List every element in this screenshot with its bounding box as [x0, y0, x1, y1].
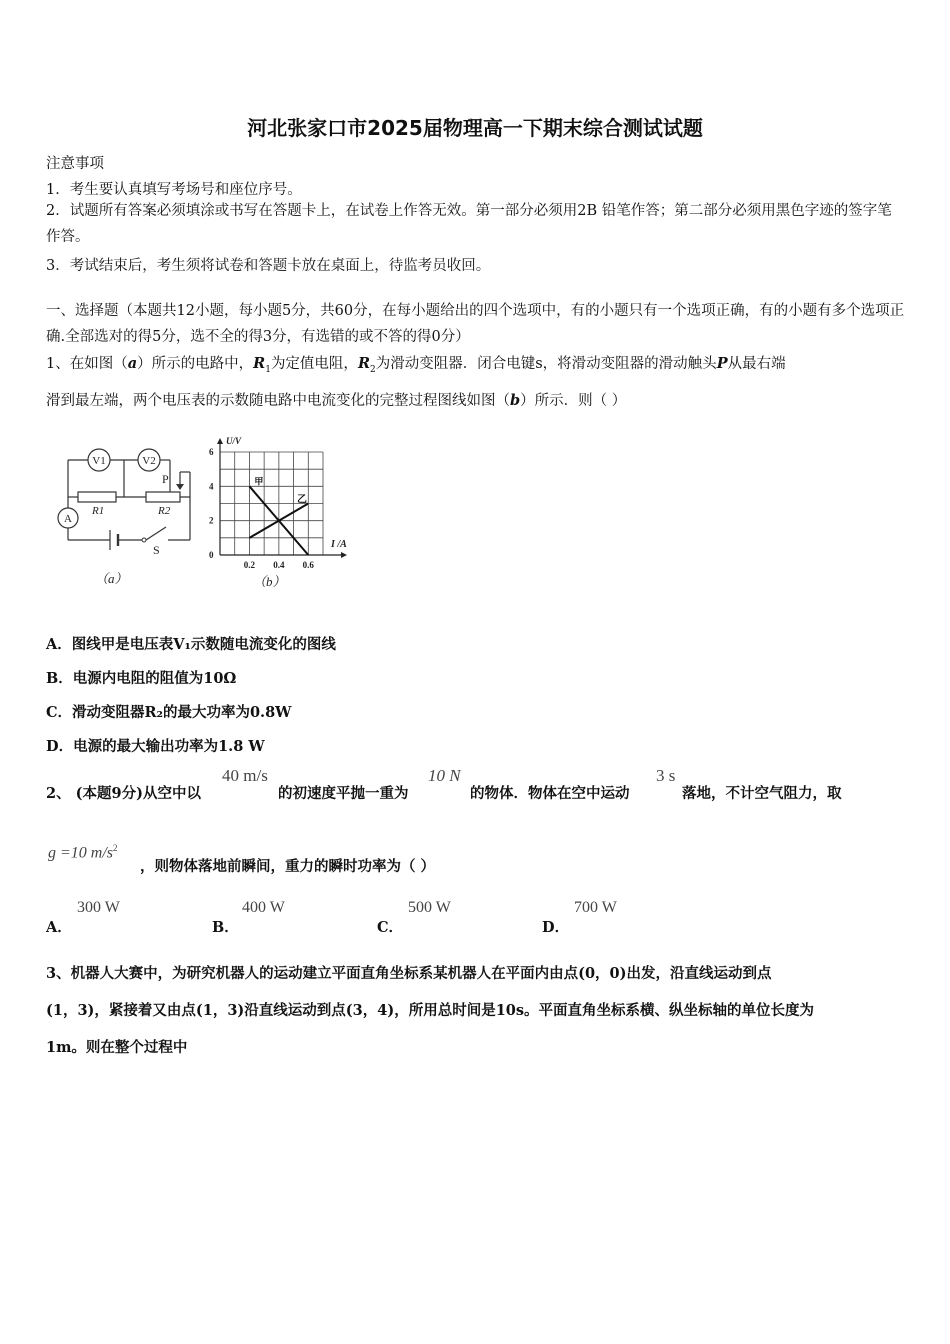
q2-option-c-label[interactable]: C．	[377, 919, 404, 936]
notice-item-3: 3．考试结束后，考生须将试卷和答题卡放在桌面上，待监考员收回。	[46, 258, 491, 274]
notice-heading: 注意事项	[46, 156, 104, 172]
notice-item-1: 1．考生要认真填写考场号和座位序号。	[46, 182, 302, 198]
v1-label: V1	[92, 455, 106, 467]
resistor-r1	[78, 492, 116, 502]
q1-option-d[interactable]: D．电源的最大输出功率为1.8 W	[46, 738, 265, 755]
q1-option-c[interactable]: C．滑动变阻器R₂的最大功率为0.8W	[46, 704, 292, 721]
section-intro: 一、选择题（本题共12小题，每小题5分，共60分，在每小题给出的四个选项中，有的小题只有一个选项正确，有的小题有多个选项正确.全部选对的得5分，选不全的得3分，有选错的或不答的得0分）	[46, 303, 905, 345]
r2-label: R2	[158, 505, 171, 517]
ui-graph	[205, 430, 365, 595]
y-tick-label: 0	[209, 550, 214, 560]
v2-label: V2	[142, 455, 156, 467]
ammeter-label: A	[64, 513, 72, 525]
q2-mid2: 的物体．物体在空中运动	[470, 785, 630, 802]
q2-mid1: 的初速度平抛一重为	[278, 785, 409, 802]
q1-line1: 1、在如图（a）所示的电路中，$R_1$为定值电阻，$R_2$为滑动变阻器．闭合电键s，将滑动变阻器的滑动触头P从最右端	[46, 355, 786, 375]
circuit-diagram	[50, 440, 200, 595]
x-tick-label: 0.4	[273, 560, 285, 570]
y-tick-label: 2	[209, 515, 214, 526]
slider-arrow-icon	[176, 484, 184, 490]
q2-option-d-value[interactable]: 700 W	[574, 899, 617, 916]
x-tick-label: 0.6	[302, 560, 314, 570]
notice-item-2: 2．试题所有答案必须填涂或书写在答题卡上，在试卷上作答无效。第一部分必须用2B 铅笔作答；第二部分必须用黑色字迹的签字笔作答。	[46, 203, 892, 245]
q1-option-a[interactable]: A．图线甲是电压表V₁示数随电流变化的图线	[46, 636, 336, 653]
q2-g-value: g =10 $m/s^2$	[48, 843, 118, 862]
figure-a-caption: （a）	[95, 571, 128, 586]
page-title: 河北张家口市2025届物理高一下期末综合测试试题	[247, 116, 703, 140]
q2-option-b-label[interactable]: B．	[212, 919, 239, 936]
q2-weight: 10 N	[428, 766, 461, 785]
series-label-yi: 乙	[297, 494, 308, 506]
y-tick-label: 4	[209, 481, 214, 492]
resistor-r2	[146, 492, 180, 502]
q2-mid3: 落地，不计空气阻力，取	[682, 785, 842, 802]
q2-option-b-value[interactable]: 400 W	[242, 899, 285, 916]
q2-option-a-value[interactable]: 300 W	[77, 899, 120, 916]
q2-option-c-value[interactable]: 500 W	[408, 899, 451, 916]
x-axis-arrow-icon	[341, 552, 347, 558]
q2-option-a-label[interactable]: A．	[46, 919, 72, 936]
switch-contact	[142, 538, 146, 542]
y-tick-label: 6	[209, 447, 214, 457]
slider-label: P	[162, 472, 169, 486]
series-label-jia: 甲	[254, 476, 264, 487]
q2-prefix: 2、 (本题9分)从空中以	[46, 785, 201, 802]
figure-b-caption: （b）	[253, 574, 286, 589]
q2-v0: 40 m/s	[222, 766, 268, 785]
y-axis-arrow-icon	[217, 438, 223, 444]
switch-label: S	[153, 543, 160, 557]
q3-line3: 1m。则在整个过程中	[46, 1039, 188, 1056]
r1-label: R1	[92, 505, 105, 517]
q1-line2: 滑到最左端，两个电压表的示数随电路中电流变化的完整过程图线如图（b）所示．则（ ）	[46, 392, 627, 409]
q3-line1: 3、机器人大赛中，为研究机器人的运动建立平面直角坐标系某机器人在平面内由点(0，0)出发，沿直线运动到点	[46, 965, 772, 982]
q2-line2: ，则物体落地前瞬间，重力的瞬时功率为（ ）	[140, 858, 436, 875]
q2-time: 3 s	[656, 766, 676, 785]
x-tick-label: 0.2	[243, 560, 256, 570]
x-axis-label: I /A	[331, 539, 347, 550]
y-axis-label: U/V	[226, 436, 242, 446]
q3-line2: (1，3)，紧接着又由点(1，3)沿直线运动到点(3，4)，所用总时间是10s。平面直角坐标系横、纵坐标轴的单位长度为	[46, 1002, 815, 1019]
q1-option-b[interactable]: B．电源内电阻的阻值为10Ω	[46, 670, 237, 687]
q2-option-d-label[interactable]: D．	[542, 919, 570, 936]
